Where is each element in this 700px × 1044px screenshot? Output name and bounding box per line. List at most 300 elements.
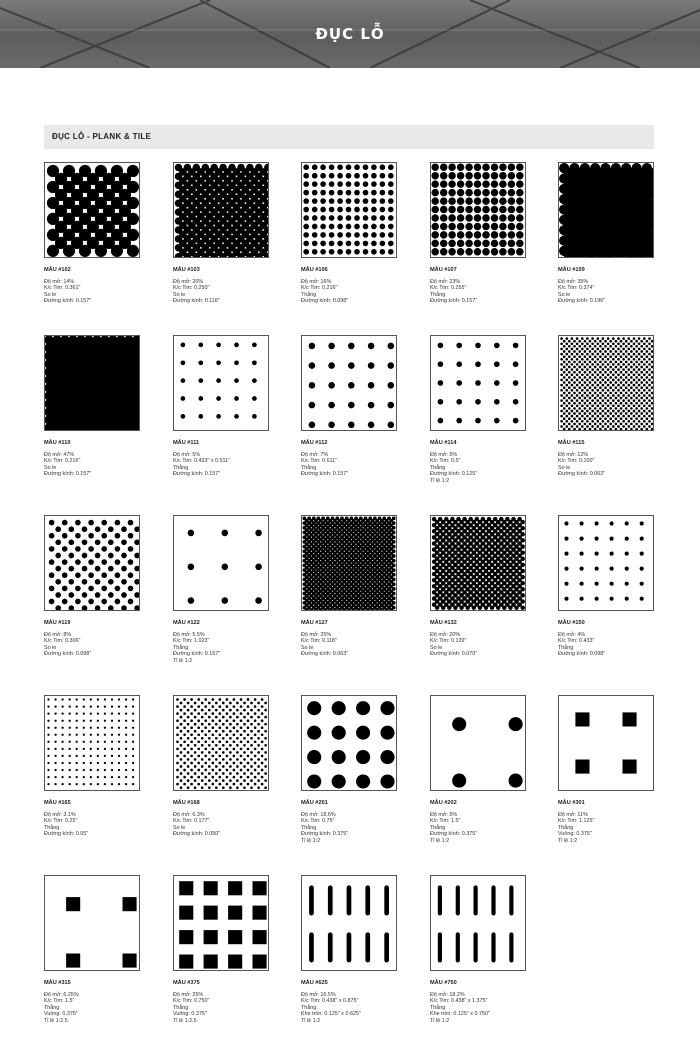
perforation-hole — [584, 345, 587, 348]
perforation-hole — [627, 358, 630, 361]
perforation-hole — [594, 407, 597, 410]
perforation-hole — [630, 381, 633, 384]
perforation-hole — [435, 605, 440, 610]
perforation-hole — [563, 345, 566, 348]
perforation-hole — [233, 740, 236, 743]
perforation-hole — [599, 392, 602, 395]
spec-line: K/c Tim: 0.216" — [301, 285, 338, 292]
perforation-hole — [482, 248, 490, 256]
perforation-hole — [646, 381, 649, 384]
perforation-hole — [388, 215, 394, 221]
perforation-hole — [651, 407, 653, 410]
perforation-hole — [69, 741, 71, 743]
perforation-hole — [573, 361, 576, 364]
perforation-hole — [646, 402, 649, 405]
perforation-hole — [580, 537, 584, 541]
perforation-hole — [630, 376, 633, 379]
perforation-hole — [465, 240, 473, 248]
perforation-hole — [571, 399, 574, 402]
pattern-code: MẪU #375 — [173, 980, 200, 986]
perforation-hole — [596, 348, 599, 351]
perforation-hole — [620, 386, 623, 389]
pattern-swatch — [44, 875, 140, 971]
perforation-hole — [181, 360, 186, 365]
perforation-hole — [201, 772, 204, 775]
perforation-hole — [328, 402, 335, 409]
perforation-hole — [54, 698, 56, 700]
perforation-hole — [612, 425, 615, 428]
perforation-hole — [584, 397, 587, 400]
perforation-pattern-image — [45, 516, 139, 610]
perforation-hole — [431, 172, 439, 180]
perforation-hole — [640, 371, 643, 374]
perforation-hole — [516, 248, 524, 256]
perforation-hole — [646, 397, 649, 400]
spec-line: Tỉ lệ 1:2.5 — [44, 1017, 68, 1024]
perforation-hole — [354, 249, 360, 255]
perforation-hole — [49, 559, 55, 565]
spec-line: Độ mở: 47% — [44, 452, 75, 458]
perforation-hole — [197, 698, 200, 701]
perforation-hole — [380, 701, 394, 715]
perforation-hole — [591, 368, 594, 371]
perforation-hole — [560, 337, 563, 340]
perforation-hole — [560, 415, 563, 418]
perforation-hole — [568, 371, 571, 374]
perforation-hole — [211, 726, 214, 729]
perforation-hole — [90, 727, 92, 729]
perforation-hole — [328, 422, 335, 429]
perforation-hole — [475, 380, 481, 386]
perforation-hole — [240, 755, 243, 758]
perforation-hole — [312, 173, 318, 179]
perforation-hole — [581, 394, 584, 397]
perforation-hole — [320, 232, 326, 238]
perforation-hole — [388, 382, 395, 389]
perforation-hole — [610, 567, 614, 571]
perforation-hole — [264, 765, 267, 768]
perforation-hole — [615, 345, 618, 348]
perforation-hole — [609, 355, 612, 358]
perforation-hole — [380, 190, 386, 196]
spec-line: Thẳng — [430, 464, 446, 471]
perforation-hole — [261, 740, 264, 743]
perforation-hole — [75, 599, 81, 605]
perforation-hole — [607, 425, 610, 428]
perforation-hole — [261, 748, 264, 751]
perforation-hole — [584, 386, 587, 389]
perforation-hole — [320, 249, 326, 255]
perforation-hole — [264, 723, 267, 726]
perforation-hole — [329, 164, 335, 170]
perforation-hole — [573, 402, 576, 405]
perforation-hole — [457, 214, 465, 222]
perforation-hole — [516, 240, 524, 248]
perforation-hole — [627, 399, 630, 402]
perforation-hole — [236, 709, 239, 712]
perforation-hole — [118, 727, 120, 729]
perforation-hole — [208, 723, 211, 726]
perforation-hole — [648, 363, 651, 366]
perforation-hole — [101, 586, 107, 592]
perforation-hole — [215, 716, 218, 719]
perforation-hole — [61, 748, 63, 750]
perforation-hole — [595, 567, 599, 571]
perforation-hole — [180, 772, 183, 775]
perforation-hole — [646, 350, 649, 353]
perforation-hole — [108, 553, 114, 559]
perforation-hole — [646, 355, 649, 358]
perforation-hole — [607, 415, 610, 418]
perforation-hole — [591, 384, 594, 387]
perforation-hole — [83, 783, 85, 785]
perforation-hole — [584, 350, 587, 353]
perforation-hole — [630, 361, 633, 364]
perforation-hole — [226, 769, 229, 772]
perforation-hole — [625, 567, 629, 571]
spec-line: So le — [44, 644, 57, 651]
perforation-hole — [513, 380, 519, 386]
spec-line: Tỉ lệ 1:2.5 — [173, 1017, 197, 1024]
perforation-hole — [565, 363, 568, 366]
perforation-hole — [218, 769, 221, 772]
perforation-hole — [76, 741, 78, 743]
perforation-hole — [478, 605, 483, 610]
perforation-hole — [108, 566, 114, 572]
perforation-hole — [329, 198, 335, 204]
perforation-hole — [635, 355, 638, 358]
perforation-hole — [243, 744, 246, 747]
perforation-hole — [222, 723, 225, 726]
spec-line: Độ mở: 3.1% — [44, 812, 76, 818]
perforation-hole — [508, 206, 516, 214]
perforation-hole — [617, 358, 620, 361]
spec-line: K/c Tim: 0.433" — [558, 638, 595, 645]
perforation-hole — [346, 224, 352, 230]
perforation-hole — [625, 412, 628, 415]
perforation-hole — [573, 417, 576, 420]
perforation-hole — [638, 363, 641, 366]
perforation-hole — [247, 762, 250, 765]
perforation-hole — [222, 751, 225, 754]
perforation-hole — [610, 521, 614, 525]
perforation-hole — [643, 425, 646, 428]
perforation-hole — [363, 215, 369, 221]
perforation-hole — [204, 733, 207, 736]
perforation-hole — [568, 366, 571, 369]
perforation-hole — [240, 698, 243, 701]
perforation-hole — [83, 741, 85, 743]
perforation-hole — [254, 698, 257, 701]
perforation-hole — [457, 197, 465, 205]
perforation-hole — [431, 206, 439, 214]
perforation-hole — [568, 412, 571, 415]
perforation-hole — [447, 605, 452, 610]
perforation-hole — [252, 360, 257, 365]
perforation-hole — [125, 741, 127, 743]
perforation-hole — [83, 762, 85, 764]
perforation-hole — [236, 723, 239, 726]
perforation-hole — [354, 232, 360, 238]
perforation-hole — [187, 730, 190, 733]
perforation-hole — [95, 592, 101, 598]
spec-line: Độ mở: 16.5% — [301, 992, 336, 998]
pattern-specs — [301, 812, 348, 844]
perforation-hole — [431, 231, 439, 239]
perforation-hole — [303, 190, 309, 196]
perforation-hole — [596, 394, 599, 397]
perforation-hole — [604, 412, 607, 415]
perforation-hole — [596, 363, 599, 366]
perforation-hole — [612, 358, 615, 361]
spec-line: Vuông: 0.375" — [173, 1011, 207, 1018]
perforation-hole — [255, 530, 262, 537]
perforation-hole — [88, 599, 94, 605]
perforation-hole — [602, 342, 605, 345]
perforation-hole — [625, 521, 629, 525]
perforation-hole — [516, 189, 524, 197]
perforation-hole — [581, 384, 584, 387]
perforation-hole — [638, 379, 641, 382]
pattern-swatch — [558, 695, 654, 791]
perforation-hole — [630, 386, 633, 389]
perforation-hole — [448, 189, 456, 197]
pattern-swatch — [44, 162, 140, 258]
perforation-hole — [348, 422, 355, 429]
perforation-hole — [254, 705, 257, 708]
perforation-hole — [247, 783, 250, 786]
perforation-hole — [627, 379, 630, 382]
perforation-hole — [589, 428, 592, 430]
perforation-pattern-image — [174, 163, 268, 257]
spec-line: Độ mở: 14% — [44, 279, 75, 285]
perforation-hole — [615, 366, 618, 369]
perforation-hole — [651, 376, 653, 379]
perforation-hole — [633, 420, 636, 423]
perforation-hole — [474, 214, 482, 222]
perforation-hole — [309, 343, 316, 350]
spec-line: So le — [558, 291, 571, 298]
perforation-hole — [563, 371, 566, 374]
perforation-hole — [622, 342, 625, 345]
perforation-hole — [388, 402, 395, 409]
perforation-hole — [576, 399, 579, 402]
perforation-hole — [123, 897, 137, 911]
perforation-hole — [75, 559, 81, 565]
perforation-hole — [633, 348, 636, 351]
perforation-hole — [591, 404, 594, 407]
perforation-hole — [55, 539, 61, 545]
perforation-hole — [620, 366, 623, 369]
perforation-hole — [111, 734, 113, 736]
perforation-hole — [82, 579, 88, 585]
perforation-hole — [83, 769, 85, 771]
spec-line: So le — [430, 644, 443, 651]
perforation-hole — [211, 776, 214, 779]
perforation-hole — [95, 579, 101, 585]
spec-line: K/c Tim: 0.750" — [173, 998, 210, 1005]
perforation-hole — [346, 207, 352, 213]
perforation-hole — [337, 224, 343, 230]
perforation-hole — [76, 727, 78, 729]
spec-line: K/c Tim: 0.216" — [44, 458, 81, 465]
perforation-hole — [646, 392, 649, 395]
perforation-hole — [97, 783, 99, 785]
perforation-hole — [578, 417, 581, 420]
perforation-hole — [198, 396, 203, 401]
perforation-hole — [646, 366, 649, 369]
perforation-hole — [620, 392, 623, 395]
pattern-specs — [301, 992, 361, 1024]
perforation-hole — [615, 423, 618, 426]
perforation-hole — [568, 417, 571, 420]
perforation-hole — [236, 772, 239, 775]
perforation-hole — [617, 363, 620, 366]
perforation-hole — [591, 348, 594, 351]
perforation-hole — [121, 566, 127, 572]
perforation-hole — [564, 552, 568, 556]
perforation-hole — [622, 363, 625, 366]
perforation-hole — [617, 404, 620, 407]
perforation-hole — [494, 399, 500, 405]
pattern-swatch — [430, 162, 526, 258]
perforation-hole — [584, 376, 587, 379]
perforation-hole — [226, 726, 229, 729]
perforation-hole — [95, 526, 101, 532]
perforation-hole — [229, 744, 232, 747]
perforation-hole — [83, 776, 85, 778]
perforation-hole — [132, 783, 134, 785]
perforation-hole — [630, 340, 633, 343]
perforation-hole — [607, 410, 610, 413]
perforation-hole — [599, 428, 602, 430]
perforation-hole — [646, 345, 649, 348]
spec-line: Đường kính: 0.070" — [430, 651, 478, 658]
spec-line: Độ mở: 7% — [301, 452, 329, 458]
pattern-swatch — [430, 875, 526, 971]
perforation-hole — [63, 245, 75, 257]
perforation-hole — [635, 428, 638, 430]
perforation-hole — [128, 586, 134, 592]
perforation-hole — [55, 553, 61, 559]
perforation-hole — [229, 723, 232, 726]
perforation-hole — [514, 605, 519, 610]
perforation-hole — [578, 402, 581, 405]
perforation-hole — [320, 173, 326, 179]
perforation-hole — [183, 769, 186, 772]
perforation-hole — [633, 358, 636, 361]
spec-line: Thẳng — [44, 1004, 60, 1011]
perforation-hole — [643, 373, 646, 376]
perforation-hole — [440, 172, 448, 180]
perforation-hole — [88, 533, 94, 539]
perforation-hole — [125, 727, 127, 729]
perforation-hole — [312, 164, 318, 170]
perforation-hole — [125, 720, 127, 722]
perforation-hole — [440, 189, 448, 197]
perforation-hole — [329, 224, 335, 230]
perforation-hole — [622, 394, 625, 397]
perforation-hole — [599, 340, 602, 343]
perforation-hole — [307, 750, 321, 764]
perforation-hole — [68, 579, 74, 585]
perforation-hole — [363, 232, 369, 238]
perforation-hole — [201, 786, 204, 789]
perforation-hole — [594, 371, 597, 374]
perforation-hole — [571, 379, 574, 382]
perforation-hole — [356, 750, 370, 764]
perforation-hole — [571, 348, 574, 351]
perforation-hole — [646, 423, 649, 426]
perforation-hole — [236, 758, 239, 761]
perforation-hole — [264, 730, 267, 733]
spec-line: K/c Tim: 0.177" — [173, 818, 210, 825]
perforation-hole — [380, 750, 394, 764]
perforation-hole — [388, 249, 394, 255]
perforation-hole — [69, 698, 71, 700]
perforation-hole — [132, 769, 134, 771]
perforation-hole — [187, 723, 190, 726]
pattern-specs — [173, 812, 220, 838]
perforation-hole — [465, 172, 473, 180]
perforation-hole — [625, 423, 628, 426]
perforation-hole — [208, 772, 211, 775]
perforation-hole — [578, 386, 581, 389]
perforation-hole — [640, 417, 643, 420]
perforation-hole — [560, 404, 563, 407]
perforation-hole — [111, 783, 113, 785]
perforation-hole — [465, 223, 473, 231]
perforation-hole — [179, 955, 193, 969]
perforation-slot — [328, 932, 333, 962]
perforation-hole — [599, 371, 602, 374]
spec-line: Thẳng — [430, 824, 446, 831]
perforation-hole — [346, 181, 352, 187]
perforation-hole — [581, 389, 584, 392]
perforation-hole — [371, 198, 377, 204]
perforation-hole — [599, 407, 602, 410]
perforation-hole — [243, 786, 246, 789]
perforation-slot — [309, 932, 314, 962]
perforation-hole — [90, 712, 92, 714]
perforation-hole — [226, 719, 229, 722]
perforation-hole — [565, 410, 568, 413]
perforation-hole — [211, 769, 214, 772]
perforation-hole — [194, 786, 197, 789]
perforation-hole — [620, 350, 623, 353]
perforation-hole — [440, 248, 448, 256]
perforation-hole — [573, 381, 576, 384]
perforation-hole — [584, 407, 587, 410]
spec-line: K/c Tim: 0.118" — [301, 638, 337, 645]
perforation-hole — [482, 231, 490, 239]
perforation-hole — [576, 389, 579, 392]
perforation-hole — [208, 786, 211, 789]
perforation-hole — [82, 553, 88, 559]
perforation-hole — [612, 394, 615, 397]
perforation-hole — [609, 412, 612, 415]
perforation-hole — [565, 379, 568, 382]
perforation-hole — [594, 361, 597, 364]
perforation-hole — [625, 355, 628, 358]
perforation-hole — [204, 726, 207, 729]
perforation-hole — [456, 399, 462, 405]
perforation-hole — [243, 702, 246, 705]
perforation-hole — [643, 410, 646, 413]
perforation-hole — [197, 776, 200, 779]
perforation-hole — [204, 783, 207, 786]
perforation-hole — [337, 215, 343, 221]
